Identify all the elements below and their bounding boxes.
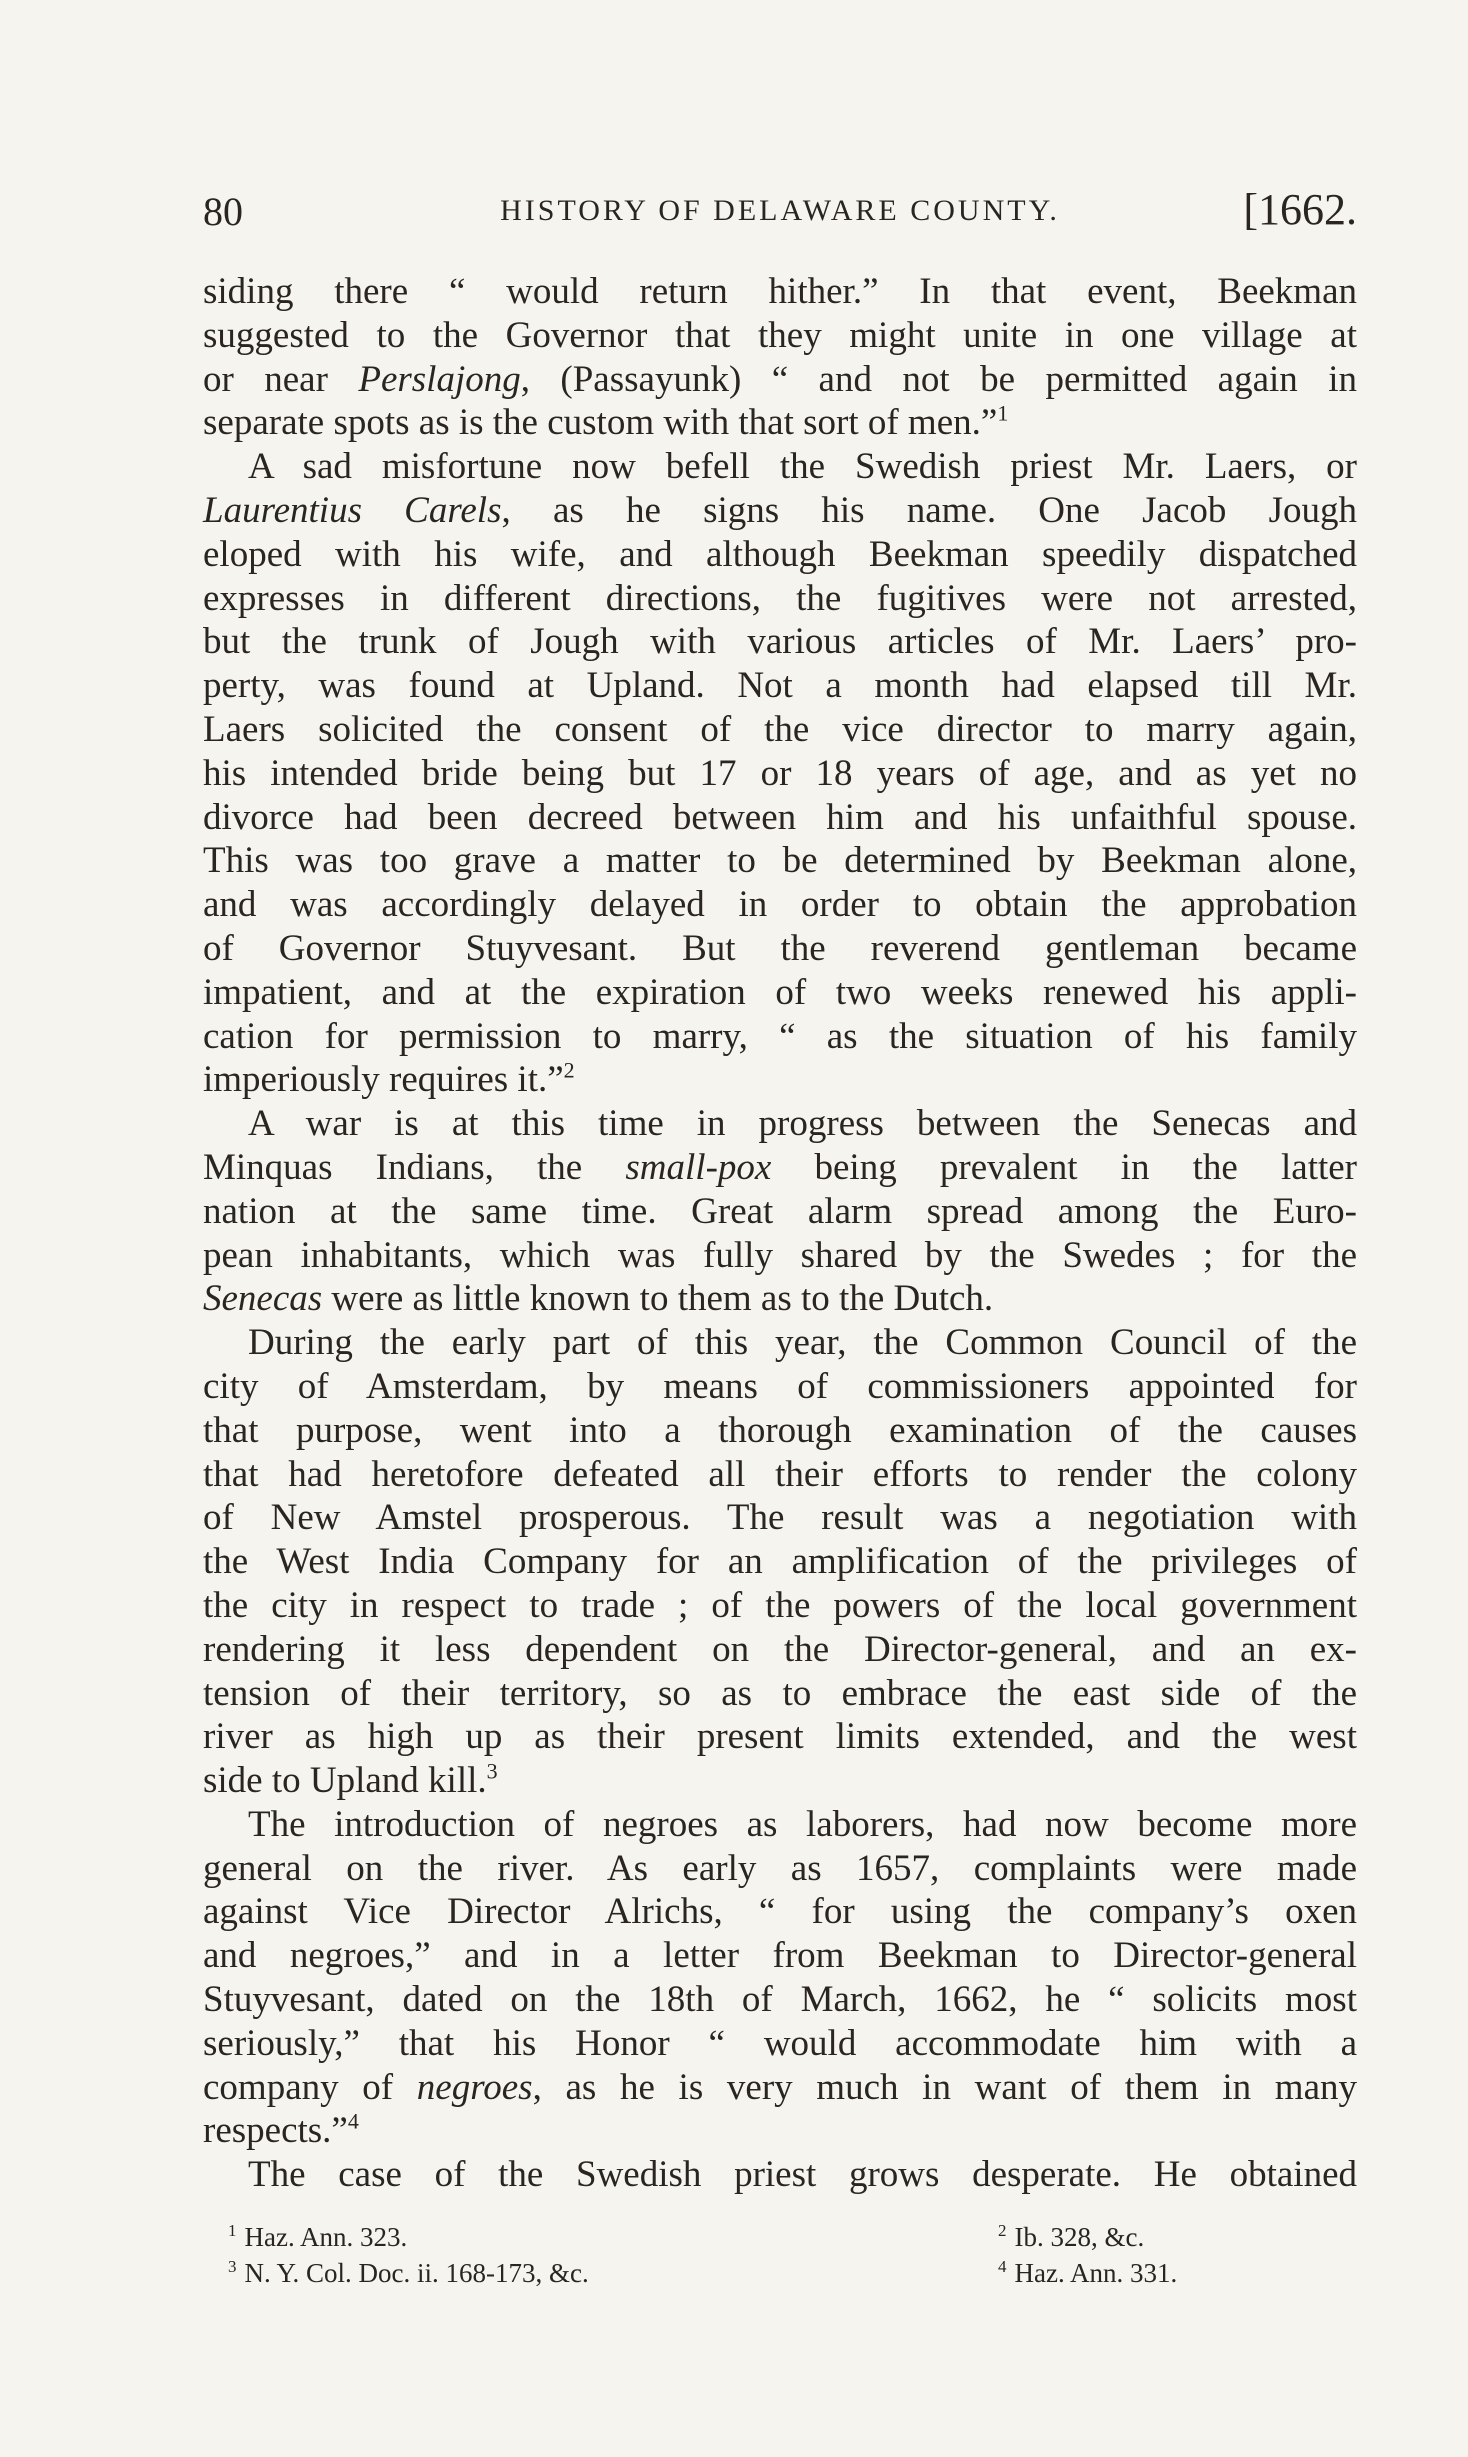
text-line	[203, 1190, 1357, 1234]
footnote-reference: 4	[347, 2109, 359, 2135]
text-segment: The introduction of negroes as laborers, had now become more	[248, 1803, 1357, 1845]
text-segment: suggested to the Governor that they might unite in one village at	[203, 314, 1357, 356]
text-line	[203, 664, 1357, 708]
body-text	[203, 270, 1357, 2197]
text-line	[203, 489, 1357, 533]
text-line	[203, 1453, 1357, 1497]
text-line	[203, 1759, 1357, 1803]
text-segment: During the early part of this year, the Common Council of the	[248, 1322, 1357, 1364]
text-segment: against Vice Director Alrichs, “ for using the company’s oxen	[203, 1891, 1357, 1933]
text-line	[203, 533, 1357, 577]
footnote-2-text: Ib. 328, &c.	[1014, 2222, 1145, 2252]
text-segment: side to Upland kill.	[203, 1760, 487, 1802]
footnote-4-text: Haz. Ann. 331.	[1014, 2258, 1178, 2288]
text-line	[203, 1978, 1357, 2022]
text-segment: or near	[203, 358, 359, 400]
text-line	[203, 1277, 1357, 1321]
text-segment: imperiously requires it.”	[203, 1059, 564, 1101]
text-segment: expresses in different directions, the fugitives were not arrested,	[203, 577, 1357, 619]
text-segment: general on the river. As early as 1657, complaints were made	[203, 1847, 1357, 1889]
text-segment: river as high up as their present limits extended, and the west	[203, 1716, 1357, 1758]
text-segment: Laers solicited the consent of the vice director to marry again,	[203, 708, 1357, 750]
text-line	[203, 1146, 1357, 1190]
text-segment: respects.”	[203, 2110, 348, 2152]
text-segment: were as little known to them as to the Dutch.	[322, 1278, 994, 1320]
text-line	[203, 1847, 1357, 1891]
text-segment: city of Amsterdam, by means of commissioners appointed for	[203, 1365, 1357, 1407]
text-line	[203, 270, 1357, 314]
footnote-reference: 1	[997, 401, 1009, 427]
text-segment: eloped with his wife, and although Beekman speedily dispatched	[203, 533, 1357, 575]
footnote-1-mark: 1	[228, 2221, 237, 2240]
text-line	[203, 2066, 1357, 2110]
text-segment: company of	[203, 2066, 417, 2108]
footnote-4	[998, 2258, 1177, 2289]
text-line	[203, 1102, 1357, 1146]
text-line	[203, 1496, 1357, 1540]
text-line	[203, 1934, 1357, 1978]
text-line	[203, 796, 1357, 840]
text-segment: pean inhabitants, which was fully shared by the Swedes ; for the	[203, 1234, 1357, 1276]
text-segment: that purpose, went into a thorough examination of the causes	[203, 1409, 1357, 1451]
text-line	[203, 1234, 1357, 1278]
page-header	[203, 180, 1357, 250]
footnote-1	[228, 2222, 407, 2253]
text-segment: but the trunk of Jough with various articles of Mr. Laers’ pro-	[203, 621, 1357, 663]
text-segment: seriously,” that his Honor “ would accommodate him with a	[203, 2022, 1357, 2064]
text-line	[203, 752, 1357, 796]
page-number: 80	[203, 189, 243, 234]
text-line	[203, 2022, 1357, 2066]
footnote-4-mark: 4	[998, 2257, 1007, 2276]
text-line	[203, 2109, 1357, 2153]
text-line	[203, 1321, 1357, 1365]
footnote-3-mark: 3	[228, 2257, 237, 2276]
text-segment: A war is at this time in progress between the Senecas and	[248, 1103, 1357, 1145]
footnote-reference: 3	[486, 1758, 498, 1784]
italic-text: Perslajong	[358, 358, 521, 400]
text-line	[203, 577, 1357, 621]
text-line	[203, 620, 1357, 664]
text-line	[203, 1365, 1357, 1409]
footnote-1-text: Haz. Ann. 323.	[244, 2222, 408, 2252]
text-segment: Minquas Indians, the	[203, 1146, 626, 1188]
text-line	[203, 839, 1357, 883]
text-line	[203, 314, 1357, 358]
text-segment: perty, was found at Upland. Not a month had elapsed till Mr.	[203, 665, 1357, 707]
text-segment: The case of the Swedish priest grows desperate. He obtained	[248, 2154, 1357, 2196]
text-segment: the city in respect to trade ; of the powers of the local government	[203, 1584, 1357, 1626]
footnote-2-mark: 2	[998, 2221, 1007, 2240]
footnote-3	[228, 2258, 589, 2289]
italic-text: small-pox	[625, 1146, 772, 1188]
text-segment: , as he is very much in want of them in many	[532, 2066, 1357, 2108]
text-segment: siding there “ would return hither.” In that event, Beekman	[203, 271, 1357, 312]
text-line	[203, 1890, 1357, 1934]
text-segment: that had heretofore defeated all their efforts to render the colony	[203, 1453, 1357, 1495]
text-segment: , as he signs his name. One Jacob Jough	[501, 489, 1357, 531]
text-line	[203, 1540, 1357, 1584]
text-segment: the West India Company for an amplification of the privileges of	[203, 1541, 1357, 1583]
text-segment: , (Passayunk) “ and not be permitted again in	[520, 358, 1357, 400]
text-segment: of New Amstel prosperous. The result was a negotiation with	[203, 1497, 1357, 1539]
text-segment: rendering it less dependent on the Director-general, and an ex-	[203, 1628, 1357, 1670]
header-year: [1662.	[1243, 185, 1357, 234]
text-line	[203, 1715, 1357, 1759]
text-segment: and was accordingly delayed in order to obtain the approbation	[203, 884, 1357, 926]
text-segment: tension of their territory, so as to embrace the east side of the	[203, 1672, 1357, 1714]
text-line	[203, 927, 1357, 971]
text-line	[203, 1672, 1357, 1716]
italic-text: Laurentius Carels	[203, 489, 502, 531]
text-line	[203, 401, 1357, 445]
italic-text: negroes	[416, 2066, 533, 2108]
text-segment: being prevalent in the latter	[771, 1146, 1358, 1188]
text-line	[203, 1058, 1357, 1102]
text-line	[203, 883, 1357, 927]
text-segment: A sad misfortune now befell the Swedish priest Mr. Laers, or	[248, 446, 1357, 488]
italic-text: Senecas	[203, 1278, 323, 1320]
text-line	[203, 445, 1357, 489]
text-segment: This was too grave a matter to be determined by Beekman alone,	[203, 840, 1357, 882]
text-line	[203, 971, 1357, 1015]
text-segment: and negroes,” and in a letter from Beekman to Director-general	[203, 1935, 1357, 1977]
text-segment: separate spots as is the custom with that sort of men.”	[203, 402, 998, 444]
text-segment: Stuyvesant, dated on the 18th of March, 1662, he “ solicits most	[203, 1979, 1357, 2021]
footnote-2	[998, 2222, 1144, 2253]
text-line	[203, 1628, 1357, 1672]
text-line	[203, 1584, 1357, 1628]
text-segment: of Governor Stuyvesant. But the reverend gentleman became	[203, 927, 1357, 969]
footnote-reference: 2	[563, 1058, 575, 1084]
text-line	[203, 358, 1357, 402]
text-segment: impatient, and at the expiration of two weeks renewed his appli-	[203, 971, 1357, 1013]
text-line	[203, 1803, 1357, 1847]
text-line	[203, 2153, 1357, 2197]
text-line	[203, 1015, 1357, 1059]
footnote-3-text: N. Y. Col. Doc. ii. 168-173, &c.	[244, 2258, 589, 2288]
text-line	[203, 708, 1357, 752]
text-segment: divorce had been decreed between him and his unfaithful spouse.	[203, 796, 1357, 838]
running-title: HISTORY OF DELAWARE COUNTY.	[500, 194, 1060, 227]
text-line	[203, 1409, 1357, 1453]
text-segment: cation for permission to marry, “ as the situation of his family	[203, 1015, 1357, 1057]
text-segment: his intended bride being but 17 or 18 years of age, and as yet no	[203, 752, 1357, 794]
text-segment: nation at the same time. Great alarm spread among the Euro-	[203, 1190, 1357, 1232]
